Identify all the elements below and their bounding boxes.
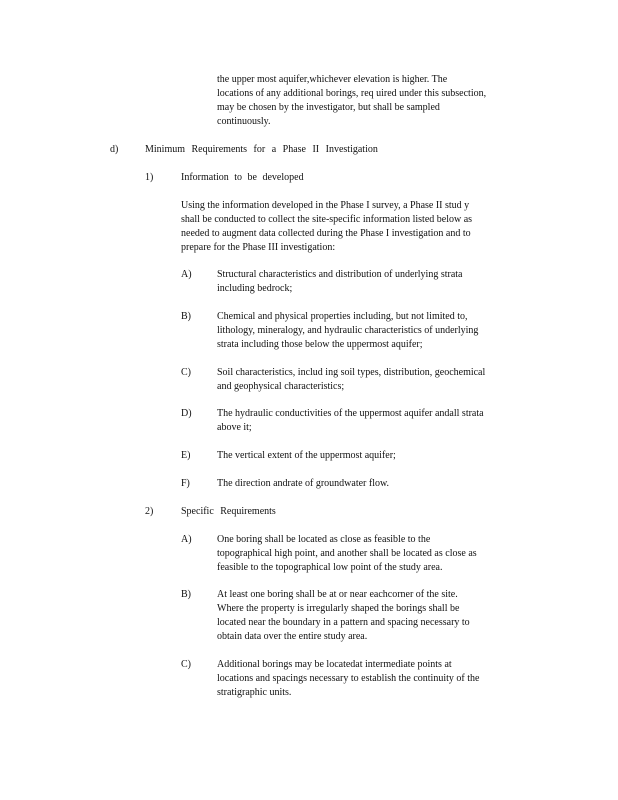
text-line: and geophysical characteristics; [217,381,345,392]
subitem-label: A) [181,269,192,280]
text-line: Structural characteristics and distribution of underlying strata [217,269,463,280]
text-line: strata including those below the uppermost aquifer; [217,339,423,350]
text-line: feasible to the topographical low point of the study area. [217,562,443,573]
text-line: lithology, mineralogy, and hydraulic characteristics of underlying [217,325,479,336]
subitem-text [217,268,533,296]
subitem-text [217,310,533,352]
text-line: At least one boring shall be at or near eachcorner of the site. [217,589,458,600]
text-line: Where the property is irregularly shaped the borings shall be [217,603,460,614]
top-paragraph [217,73,532,129]
subitem-text [217,533,533,575]
item-2-label: 2) [145,506,154,517]
text-line: Using the information developed in the Phase I survey, a Phase II stud y [181,200,470,211]
item-1-title: Information to be developed [181,172,304,183]
text-line: obtain data over the entire study area. [217,631,368,642]
subitem-text [217,407,533,435]
text-line: Soil characteristics, includ ing soil types, distribution, geochemical [217,367,486,378]
subitem-text [217,449,533,463]
text-line: The hydraulic conductivities of the uppermost aquifer andall strata [217,408,484,419]
item-1-label: 1) [145,172,154,183]
text-line: One boring shall be located as close as feasible to the [217,534,431,545]
text-line: above it; [217,422,252,433]
subitem-text [217,477,533,491]
text-line: stratigraphic units. [217,687,292,698]
text-line: prepare for the Phase III investigation: [181,242,336,253]
section-d-label: d) [110,144,119,155]
text-line: topographical high point, and another shall be located as close as [217,548,477,559]
text-line: may be chosen by the investigator, but shall be sampled [217,102,440,113]
subitem-label: D) [181,408,192,419]
subitem-text [217,366,533,394]
text-line: continuously. [217,116,271,127]
section-d-title: Minimum Requirements for a Phase II Investigation [145,144,378,155]
item-1-intro [181,199,533,255]
text-line: the upper most aquifer,whichever elevation is higher. The [217,74,448,85]
subitem-label: C) [181,367,191,378]
subitem-text [217,658,533,700]
text-line: located near the boundary in a pattern and spacing necessary to [217,617,470,628]
subitem-label: B) [181,589,191,600]
subitem-label: A) [181,534,192,545]
text-line: needed to augment data collected during the Phase I investigation and to [181,228,471,239]
text-line: locations of any additional borings, req uired under this subsection, [217,88,487,99]
text-line: Additional borings may be locatedat intermediate points at [217,659,452,670]
text-line: locations and spacings necessary to establish the continuity of the [217,673,480,684]
text-line: including bedrock; [217,283,293,294]
text-line: The vertical extent of the uppermost aquifer; [217,450,396,461]
subitem-label: C) [181,659,191,670]
text-line: Chemical and physical properties including, but not limited to, [217,311,468,322]
text-line: The direction andrate of groundwater flow. [217,478,390,489]
text-line: shall be conducted to collect the site-specific information listed below as [181,214,473,225]
item-2-title: Specific Requirements [181,506,276,517]
subitem-label: B) [181,311,191,322]
subitem-label: F) [181,478,190,489]
subitem-label: E) [181,450,191,461]
subitem-text [217,588,533,644]
